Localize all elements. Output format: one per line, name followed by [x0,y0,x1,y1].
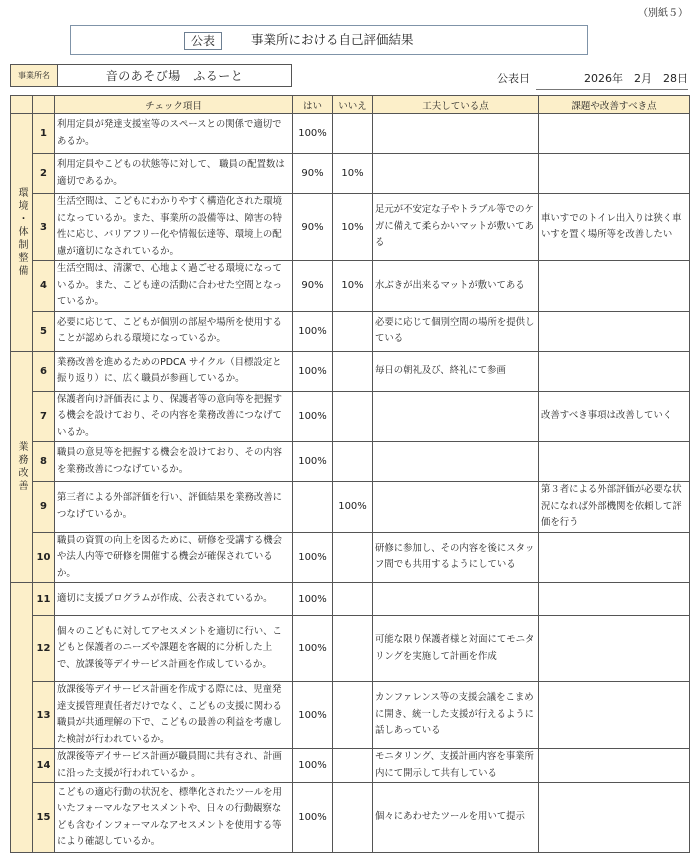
row-number: 13 [33,682,55,749]
check-item: 業務改善を進めるためのPDCA サイクル（目標設定と振り返り）に、広く職員が参画しているか。 [55,351,293,391]
efforts-cell: 必要に応じて個別空間の場所を提供している [373,311,539,351]
check-item: 保護者向け評価表により、保護者等の意向等を把握する機会を設けており、その内容を業務改善につなげているか。 [55,391,293,442]
table-row [11,532,690,583]
no-percent [333,351,373,391]
yes-percent: 100% [293,749,333,783]
yes-percent: 100% [293,114,333,154]
no-percent: 100% [333,482,373,533]
efforts-cell: 毎日の朝礼及び、終礼にて参画 [373,351,539,391]
no-percent [333,583,373,616]
check-item: 放課後等デイサービス計画が職員間に共有され、計画に沿った支援が行われているか 。 [55,749,293,783]
issues-cell [539,351,690,391]
table-row [11,442,690,482]
check-item: 必要に応じて、こどもが個別の部屋や場所を使用することが認められる環境になっているか。 [55,311,293,351]
check-item: 職員の意見等を把握する機会を設けており、その内容を業務改善につなげているか。 [55,442,293,482]
no-percent [333,311,373,351]
efforts-cell: モニタリング、支援計画内容を事業所内にて開示して共有している [373,749,539,783]
check-item: 放課後等デイサービス計画を作成する際には、児童発達支援管理責任者だけでなく、こどもの支援に関わる職員が共通理解の下で、こどもの最善の利益を考慮した検討が行われているか。 [55,682,293,749]
self-evaluation-table [10,95,690,853]
publication-badge: 公表 [184,32,222,50]
row-number: 5 [33,311,55,351]
header-efforts: 工夫している点 [373,96,539,114]
issues-cell: 第３者による外部評価が必要な状況になれば外部機関を依頼して評価を行う [539,482,690,533]
efforts-cell: 水ぶきが出来るマットが敷いてある [373,261,539,312]
check-item: 利用定員が発達支援室等のスペースとの関係で適切であるか。 [55,114,293,154]
issues-cell [539,583,690,616]
title-box [70,25,588,55]
table-row [11,682,690,749]
office-row [10,64,292,87]
header-category [11,96,33,114]
table-row [11,311,690,351]
row-number: 4 [33,261,55,312]
check-item: 生活空間は、清潔で、心地よく過ごせる環境になっているか。また、こども達の活動に合わせた空間となっているか。 [55,261,293,312]
row-number: 12 [33,616,55,682]
yes-percent: 100% [293,351,333,391]
row-number: 3 [33,194,55,261]
efforts-cell [373,442,539,482]
category-environment: 環境・体制整備 [11,114,33,352]
table-row [11,583,690,616]
header-number [33,96,55,114]
header-no: いいえ [333,96,373,114]
check-item: 第三者による外部評価を行い、評価結果を業務改善につなげているか。 [55,482,293,533]
table-row [11,391,690,442]
check-item: こどもの適応行動の状況を、標準化されたツールを用いたフォーマルなアセスメントや、日々の行動観察なども含むインフォーマルなアセスメントを使用する等により確認しているか。 [55,783,293,853]
table-row [11,482,690,533]
yes-percent: 100% [293,682,333,749]
no-percent: 10% [333,261,373,312]
yes-percent: 100% [293,442,333,482]
table-row [11,154,690,194]
table-row [11,351,690,391]
issues-cell [539,311,690,351]
issues-cell: 改善すべき事項は改善していく [539,391,690,442]
office-name: 音のあそび場 ふるーと [105,69,244,83]
table-row [11,616,690,682]
efforts-cell [373,482,539,533]
yes-percent: 100% [293,311,333,351]
header-yes: はい [293,96,333,114]
yes-percent: 90% [293,261,333,312]
efforts-cell [373,583,539,616]
header-issues: 課題や改善すべき点 [539,96,690,114]
yes-percent: 90% [293,194,333,261]
efforts-cell [373,391,539,442]
yes-percent: 100% [293,391,333,442]
publication-date-value: 2026年 2月 28日 [536,70,688,90]
issues-cell [539,442,690,482]
efforts-cell [373,114,539,154]
row-number: 2 [33,154,55,194]
efforts-cell: 可能な限り保護者様と対面にてモニタリングを実施して計画を作成 [373,616,539,682]
issues-cell [539,114,690,154]
efforts-cell: 足元が不安定な子やトラブル等でのケガに備えて柔らかいマットが敷いてある [373,194,539,261]
row-number: 6 [33,351,55,391]
no-percent: 10% [333,194,373,261]
check-item: 個々のこどもに対してアセスメントを適切に行い、こどもと保護者のニーズや課題を客観的に分析した上で、放課後等デイサービス計画を作成しているか。 [55,616,293,682]
category-business-improvement: 業務改善 [11,351,33,583]
category-support-program [11,583,33,853]
no-percent [333,616,373,682]
yes-percent: 90% [293,154,333,194]
table-row [11,114,690,154]
no-percent [333,391,373,442]
no-percent [333,114,373,154]
issues-cell [539,616,690,682]
check-item: 適切に支援プログラムが作成、公表されているか。 [55,583,293,616]
efforts-cell [373,154,539,194]
no-percent [333,783,373,853]
row-number: 8 [33,442,55,482]
no-percent [333,532,373,583]
table-row [11,194,690,261]
row-number: 9 [33,482,55,533]
yes-percent [293,482,333,533]
page-title: 事業所における自己評価結果 [251,32,414,47]
row-number: 11 [33,583,55,616]
table-row [11,783,690,853]
row-number: 15 [33,783,55,853]
issues-cell [539,154,690,194]
row-number: 14 [33,749,55,783]
check-item: 利用定員やこどもの状態等に対して、 職員の配置数は適切であるか。 [55,154,293,194]
issues-cell [539,749,690,783]
row-number: 7 [33,391,55,442]
issues-cell [539,783,690,853]
issues-cell [539,532,690,583]
no-percent: 10% [333,154,373,194]
appendix-label: （別紙５） [638,8,688,19]
no-percent [333,442,373,482]
row-number: 10 [33,532,55,583]
header-check-item: チェック項目 [55,96,293,114]
publication-date-label: 公表日 [497,72,530,85]
table-header-row [11,96,690,114]
efforts-cell: 研修に参加し、その内容を後にスタッフ間でも共用するようにしている [373,532,539,583]
issues-cell: 車いすでのトイレ出入りは狭く車いすを置く場所等を改善したい [539,194,690,261]
efforts-cell: 個々にあわせたツールを用いて提示 [373,783,539,853]
issues-cell [539,261,690,312]
yes-percent: 100% [293,616,333,682]
row-number: 1 [33,114,55,154]
office-label: 事業所名 [11,65,58,86]
yes-percent: 100% [293,783,333,853]
check-item: 生活空間は、こどもにわかりやすく構造化された環境になっているか。また、事業所の設備等は、障害の特性に応じ、バリアフリー化や情報伝達等、環境上の配慮が適切になされているか。 [55,194,293,261]
no-percent [333,682,373,749]
efforts-cell: カンファレンス等の支援会議をこまめに開き、統一した支援が行えるように話しあっている [373,682,539,749]
no-percent [333,749,373,783]
yes-percent: 100% [293,532,333,583]
check-item: 職員の資質の向上を図るために、研修を受講する機会や法人内等で研修を開催する機会が確保されているか。 [55,532,293,583]
issues-cell [539,682,690,749]
table-row [11,749,690,783]
table-row [11,261,690,312]
yes-percent: 100% [293,583,333,616]
